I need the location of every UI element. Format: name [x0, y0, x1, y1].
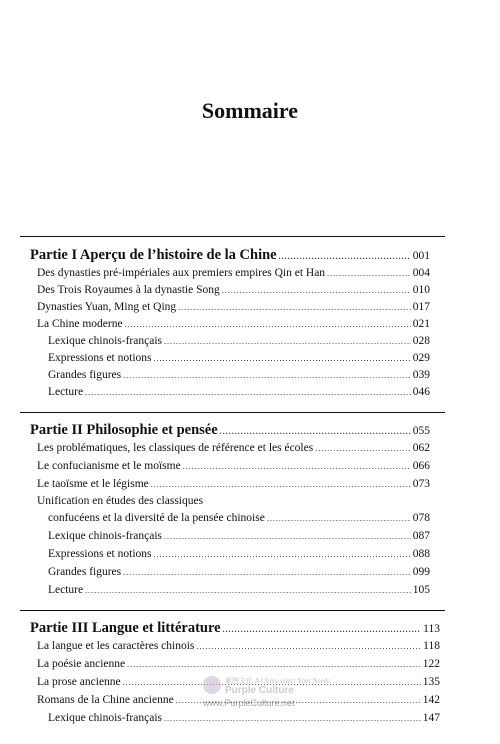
toc-page-number: 046 — [412, 386, 430, 398]
part-divider — [20, 236, 445, 237]
toc-entry-label: Lexique chinois-français — [48, 530, 162, 542]
toc-entry[interactable] — [37, 459, 430, 474]
toc-subentry[interactable] — [48, 547, 430, 562]
toc-part-2[interactable] — [30, 421, 430, 441]
leader-dots — [123, 566, 411, 580]
toc-page-number: 073 — [412, 478, 430, 490]
leader-dots — [127, 658, 421, 672]
toc-entry-label: Des Trois Royaumes à la dynastie Song — [37, 284, 220, 296]
toc-entry[interactable] — [37, 639, 440, 654]
toc-entry-label: Lexique chinois-français — [48, 712, 162, 724]
leader-dots — [220, 423, 411, 441]
leader-dots — [151, 478, 411, 492]
toc-entry-label: Expressions et notions — [48, 352, 152, 364]
toc-part-1[interactable] — [30, 246, 430, 266]
watermark-brand-name: Purple Culture — [225, 685, 294, 696]
toc-page-number: 078 — [412, 512, 430, 524]
toc-entry-continued[interactable] — [48, 511, 430, 526]
toc-page-number: 062 — [412, 442, 430, 454]
toc-entry-label: Lexique chinois-français — [48, 335, 162, 347]
toc-entry[interactable] — [37, 657, 440, 672]
toc-page-number: 029 — [412, 352, 430, 364]
toc-page-number: 010 — [412, 284, 430, 296]
toc-entry[interactable] — [37, 477, 430, 492]
toc-page-number: 039 — [412, 369, 430, 381]
purple-culture-logo-icon — [203, 676, 221, 694]
leader-dots — [315, 442, 411, 456]
toc-entry-label: Le taoïsme et le légisme — [37, 478, 149, 490]
toc-page-number: 028 — [412, 335, 430, 347]
page-title: Sommaire — [201, 98, 299, 123]
leader-dots — [164, 712, 421, 726]
toc-entry-label: Des dynasties pré-impériales aux premiers empires Qin et Han — [37, 267, 326, 279]
toc-part-title: Partie I Aperçu de l’histoire de la Chine — [30, 247, 277, 263]
toc-page-number: 118 — [423, 640, 440, 652]
toc-subentry[interactable] — [48, 334, 430, 349]
watermark — [203, 676, 330, 710]
toc-page-number: 105 — [412, 584, 430, 596]
toc-entry-label: La poésie ancienne — [37, 658, 126, 670]
toc-entry-label: La langue et les caractères chinois — [37, 640, 195, 652]
watermark-url: www.PurpleCulture.net — [203, 698, 295, 708]
toc-entry-label: Lecture — [48, 584, 84, 596]
leader-dots — [123, 369, 411, 383]
toc-entry-label: Grandes figures — [48, 369, 122, 381]
leader-dots — [223, 621, 422, 639]
toc-part-3[interactable] — [30, 619, 440, 639]
leader-dots — [85, 386, 411, 400]
toc-page-number: 088 — [412, 548, 430, 560]
toc-page-number: 017 — [412, 301, 430, 313]
leader-dots — [267, 512, 411, 526]
toc-page-number: 021 — [412, 318, 430, 330]
toc-entry-label: Le confucianisme et le moïsme — [37, 460, 181, 472]
toc-subentry[interactable] — [48, 529, 430, 544]
toc-page-number: 066 — [412, 460, 430, 472]
toc-entry-label: Expressions et notions — [48, 548, 152, 560]
toc-page-number: 122 — [422, 658, 440, 670]
toc-page-number: 135 — [422, 676, 440, 688]
toc-page-number: 113 — [423, 623, 440, 635]
toc-subentry[interactable] — [48, 368, 430, 383]
toc-subentry[interactable] — [48, 351, 430, 366]
leader-dots — [125, 318, 411, 332]
toc-entry-label: Romans de la Chine ancienne — [37, 694, 174, 706]
leader-dots — [154, 352, 411, 366]
toc-subentry[interactable] — [48, 565, 430, 580]
toc-subentry[interactable] — [48, 385, 430, 400]
toc-subentry[interactable] — [48, 711, 440, 726]
part-divider — [20, 412, 445, 413]
toc-entry[interactable] — [37, 283, 430, 298]
leader-dots — [279, 248, 411, 266]
toc-page-number: 099 — [412, 566, 430, 578]
toc-part-title: Partie III Langue et littérature — [30, 620, 221, 636]
leader-dots — [327, 267, 411, 281]
toc-page-number: 147 — [422, 712, 440, 724]
toc-entry[interactable] — [37, 266, 430, 281]
toc-page-number: 142 — [422, 694, 440, 706]
leader-dots — [164, 530, 411, 544]
toc-entry[interactable] — [37, 300, 430, 315]
leader-dots — [164, 335, 411, 349]
toc-entry-label: La Chine moderne — [37, 318, 123, 330]
leader-dots — [222, 284, 411, 298]
toc-entry[interactable] — [37, 317, 430, 332]
toc-entry-label: Dynasties Yuan, Ming et Qing — [37, 301, 177, 313]
toc-page-number: 055 — [412, 425, 430, 437]
toc-part-title: Partie II Philosophie et pensée — [30, 422, 218, 438]
toc-page-number: 004 — [412, 267, 430, 279]
toc-entry[interactable] — [37, 441, 430, 456]
toc-entry-label: Lecture — [48, 386, 84, 398]
toc-entry-label: La prose ancienne — [37, 676, 121, 688]
toc-entry-label[interactable]: Unification en études des classiques — [37, 495, 204, 507]
leader-dots — [196, 640, 421, 654]
toc-entry-label: Les problématiques, les classiques de référence et les écoles — [37, 442, 314, 454]
leader-dots — [183, 460, 411, 474]
part-divider — [20, 610, 445, 611]
leader-dots — [154, 548, 411, 562]
toc-entry-label: Grandes figures — [48, 566, 122, 578]
leader-dots — [85, 584, 411, 598]
leader-dots — [178, 301, 411, 315]
toc-subentry[interactable] — [48, 583, 430, 598]
toc-page-number: 087 — [412, 530, 430, 542]
watermark-chinese-text: 紫图文化 A China select Your Needs — [225, 677, 330, 685]
toc-entry-label: confucéens et la diversité de la pensée chinoise — [48, 512, 265, 524]
toc-page-number: 001 — [412, 250, 430, 262]
